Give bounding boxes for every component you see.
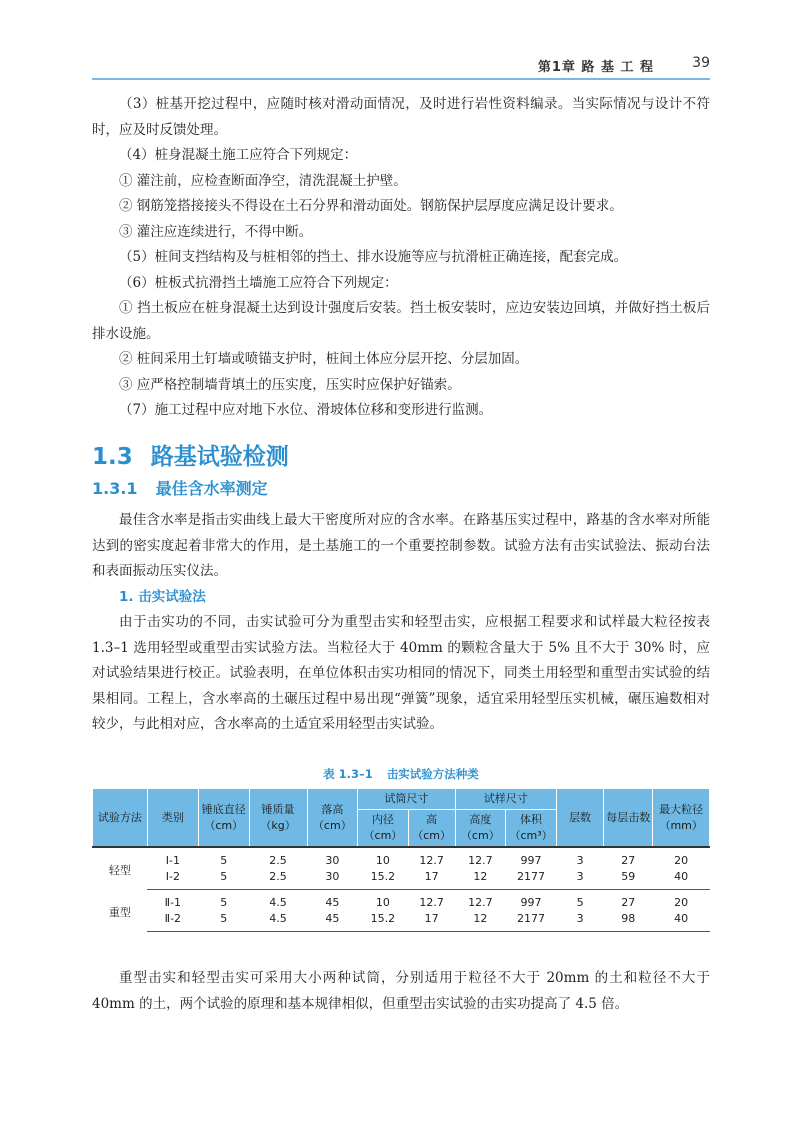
table-caption-number: 表 1.3–1 [323,767,373,781]
cell: 17 [408,911,455,932]
paragraph: （6）桩板式抗滑挡土墙施工应符合下列规定： [119,274,398,291]
th-layers: 层数 [556,789,603,848]
cell: 5 [198,869,249,890]
cell: 2.5 [249,869,307,890]
th-max-size: 最大粒径（mm） [653,789,710,848]
method-paragraph: 由于击实功的不同，击实试验可分为重型击实和轻型击实，应根据工程要求和试样最大粒径按表 1.3–1 选用轻型或重型击实试验方法。当粒径大于 40mm 的颗粒含量大于 5% 且不大于 30% 时，应对试验结果进行校正。试验表明，在单位体积击实功相同的情况下，同类土用轻型和重型击实试验的结果相同。工程上，含水率高的土碾压过程中易出现“弹簧”现象，适宜采用轻型压实机械，碾压遍数相对较少，与此相对应，含水率高的土适宜采用轻型击实试验。 [92,614,710,732]
cell: 10 [358,847,409,869]
subsection-title: 最佳含水率测定 [155,479,268,498]
paragraph: ① 挡土板应在桩身混凝土达到设计强度后安装。挡土板安装时，应边安装边回填，并做好挡土板后排水设施。 [92,300,710,342]
cell: 5 [576,896,584,909]
cell: 30 [307,869,358,890]
group-heavy: 重型 [108,906,131,919]
th-category: 类别 [147,789,198,848]
cell: 20 [674,896,689,909]
cell: 15.2 [358,869,409,890]
cell: 4.5 [249,911,307,932]
paragraph: （7）施工过程中应对地下水位、滑坡体位移和变形进行监测。 [119,402,493,418]
cell: 2177 [506,869,557,890]
section-number: 1.3 [92,444,133,470]
cell: 27 [621,896,636,909]
paragraph: （3）桩基开挖过程中，应随时核对滑动面情况，及时进行岩性资料编录。当实际情况与设计不符时，应及时反馈处理。 [92,96,710,138]
cell: Ⅰ-2 [147,869,198,890]
cell: 5 [198,847,249,869]
cell: 5 [220,896,228,909]
cell: 4.5 [269,896,287,909]
th-cyl-height: 高（cm） [408,810,455,848]
paragraph: ② 桩间采用土钉墙或喷锚支护时，桩间土体应分层开挖、分层加固。 [119,351,529,367]
cell: 98 [604,911,653,932]
table-row [93,847,710,869]
table-caption-title: 击实试验方法种类 [386,767,479,781]
cell: 12.7 [419,896,444,909]
table-caption [92,766,710,782]
th-drop-height: 落高（cm） [307,789,358,848]
th-inner-diameter: 内径（cm） [358,810,409,848]
method-text-block [92,508,710,738]
cell: 40 [653,911,710,932]
closing-text-block [92,966,710,1017]
th-hammer-diameter: 锤底直径（cm） [198,789,249,848]
table-row [93,890,710,912]
th-hammer-mass: 锤质量（kg） [249,789,307,848]
cell: 997 [520,896,542,909]
cell: 3 [556,911,603,932]
page-number: 39 [692,55,710,71]
th-sample-size: 试样尺寸 [455,789,556,810]
intro-paragraph: 最佳含水率是指击实曲线上最大干密度所对应的含水率。在路基压实过程中，路基的含水率对所能达到的密实度起着非常大的作用，是土基施工的一个重要控制参数。试验方法有击实试验法、振动台法和表面振动压实仪法。 [92,512,710,579]
th-sample-volume: 体积（cm³） [506,810,557,848]
cell: 17 [408,869,455,890]
cell: 3 [556,869,603,890]
compaction-methods-table [92,788,710,932]
paragraph: ② 钢筋笼搭接接头不得设在土石分界和滑动面处。钢筋保护层厚度应满足设计要求。 [119,198,623,214]
top-text-block [92,92,710,424]
closing-paragraph: 重型击实和轻型击实可采用大小两种试筒，分别适用于粒径不大于 20mm 的土和粒径不大于 40mm 的土，两个试验的原理和基本规律相似，但重型击实试验的击实功提高了 4.5 倍。 [92,970,710,1012]
section-heading [92,438,289,471]
table-row [93,869,710,890]
cell: 40 [653,869,710,890]
cell: 27 [604,847,653,869]
cell: 15.2 [358,911,409,932]
paragraph: ① 灌注前，应检查断面净空，清洗混凝土护壁。 [119,172,407,189]
paragraph: ③ 灌注应连续进行，不得中断。 [119,223,313,240]
cell: 10 [375,896,390,909]
th-blows: 每层击数 [604,789,653,848]
cell: 2.5 [249,847,307,869]
page-header [92,56,710,80]
cell: 2177 [506,911,557,932]
subsection-number: 1.3.1 [92,479,138,498]
cell: 12 [455,869,506,890]
cell: 3 [556,847,603,869]
cell: 12.7 [408,847,455,869]
cell: 20 [653,847,710,869]
paragraph: （5）桩间支挡结构及与桩相邻的挡土、排水设施等应与抗滑桩正确连接，配套完成。 [119,249,628,265]
chapter-title: 第1章 路 基 工 程 [537,60,654,75]
table-row [93,911,710,932]
cell: Ⅰ-1 [147,847,198,869]
cell: 12 [455,911,506,932]
cell: 30 [307,847,358,869]
cell: 12.7 [468,896,493,909]
paragraph: ③ 应严格控制墙背填土的压实度，压实时应保护好锚索。 [119,376,461,393]
cell: Ⅱ-1 [164,896,182,909]
paragraph: （4）桩身混凝土施工应符合下列规定： [119,147,358,163]
method-heading: 1. 击实试验法 [119,588,206,605]
cell: 59 [604,869,653,890]
subsection-heading [92,476,268,499]
cell: Ⅱ-2 [147,911,198,932]
th-sample-height: 高度（cm） [455,810,506,848]
th-method: 试验方法 [93,789,148,848]
section-title: 路基试验检测 [150,444,289,470]
cell: 5 [198,911,249,932]
group-light: 轻型 [93,847,148,890]
th-cylinder-size: 试筒尺寸 [358,789,455,810]
cell: 997 [506,847,557,869]
cell: 45 [325,896,340,909]
cell: 12.7 [455,847,506,869]
cell: 45 [307,911,358,932]
